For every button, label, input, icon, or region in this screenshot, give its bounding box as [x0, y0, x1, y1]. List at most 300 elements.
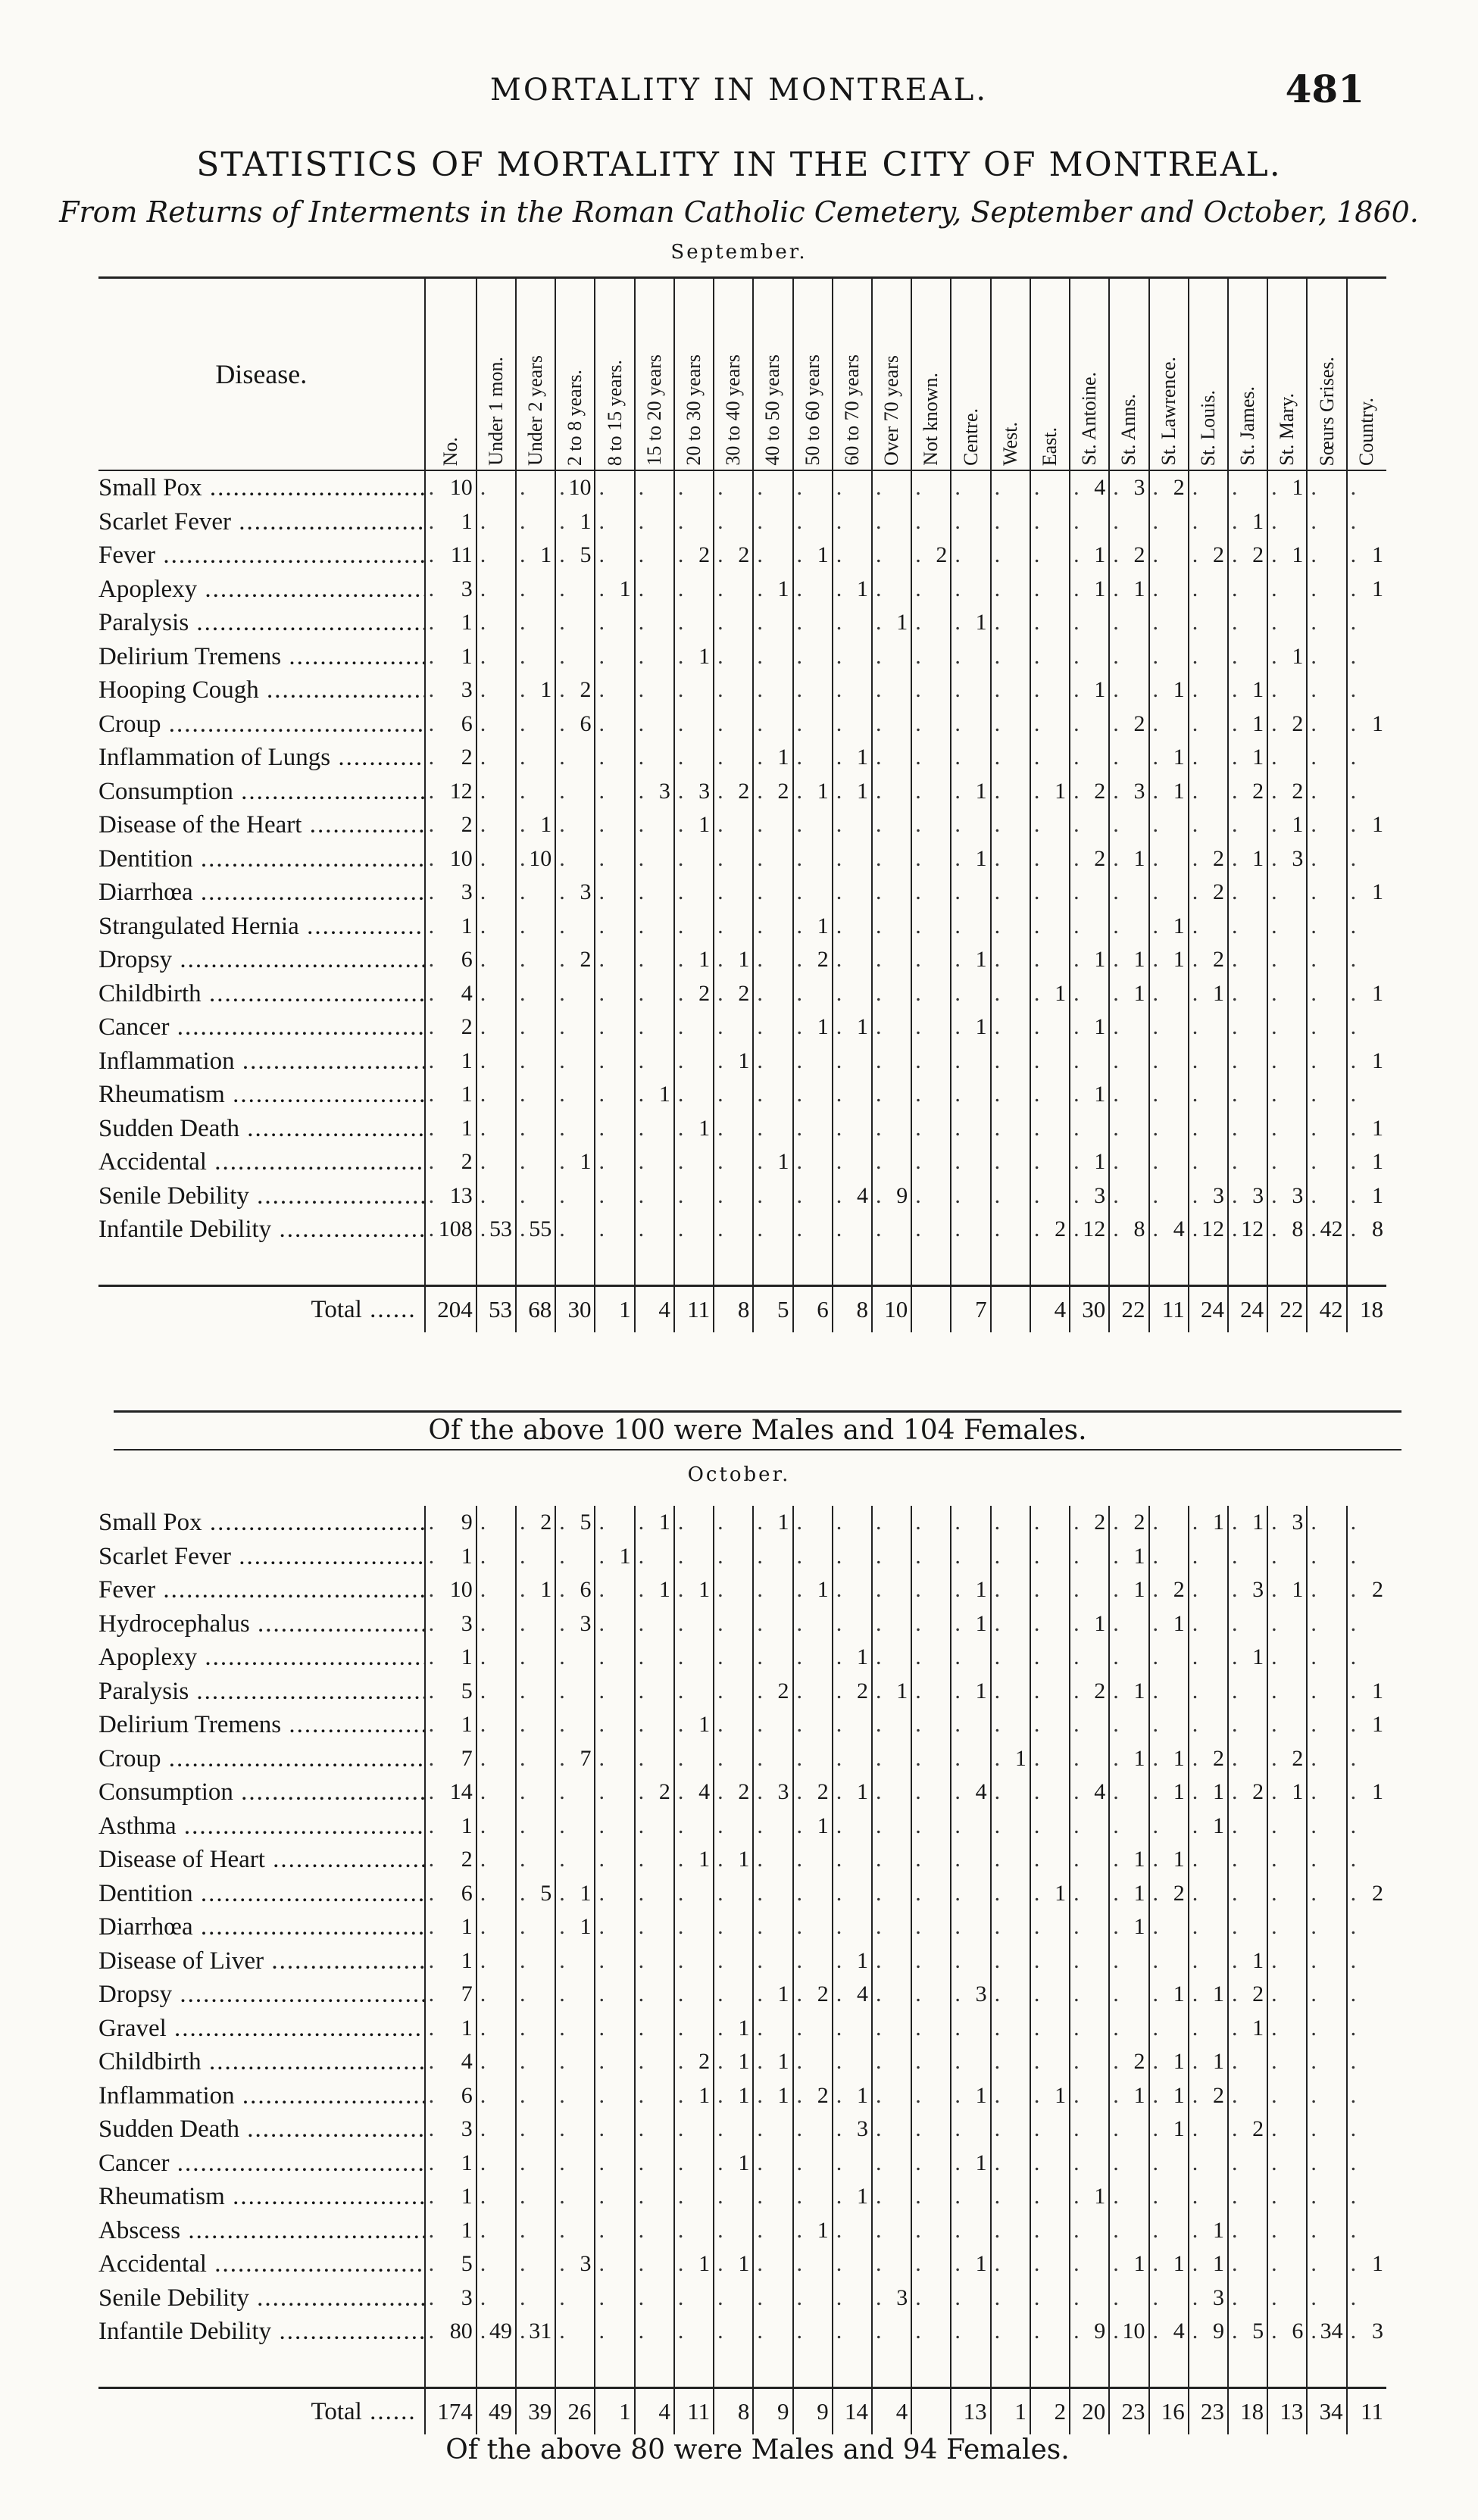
table-cell [1149, 1179, 1189, 1213]
table-cell [555, 640, 595, 674]
table-cell [1267, 1045, 1307, 1079]
table-cell [1149, 1810, 1189, 1844]
table-row [98, 470, 1386, 505]
table-cell [1070, 2147, 1109, 2181]
table-cell: . 4 [1149, 2315, 1189, 2349]
table-cell [911, 943, 951, 977]
table-cell [635, 707, 674, 742]
table-cell [911, 775, 951, 809]
table-cell [1267, 1112, 1307, 1146]
table-cell: . 1 [674, 2247, 714, 2281]
table-cell [1070, 505, 1109, 539]
table-cell: . 5 [425, 2247, 477, 2281]
table-cell [1307, 2079, 1346, 2113]
table-cell [595, 1045, 634, 1079]
table-cell [793, 1045, 833, 1079]
table-cell [991, 640, 1030, 674]
table-cell [951, 876, 990, 910]
table-cell: . 1 [425, 1708, 477, 1742]
table-cell [555, 977, 595, 1011]
table-cell [753, 1607, 792, 1641]
table-cell [674, 1078, 714, 1112]
table-cell [872, 2012, 911, 2046]
table-cell: . 1 [1149, 2045, 1189, 2079]
table-cell [1307, 2112, 1346, 2147]
table-cell [1109, 808, 1148, 842]
table-cell [1030, 2180, 1070, 2214]
september-note: Of the above 100 were Males and 104 Females. [114, 1410, 1401, 1450]
table-row [98, 2247, 1386, 2281]
table-cell [872, 977, 911, 1011]
total-cell: 20 [1070, 2387, 1109, 2434]
table-cell [714, 910, 753, 944]
table-subheading: From Returns of Interments in the Roman Catholic Cemetery, September and October, 1860. [59, 195, 1419, 229]
table-cell: . 34 [1307, 2315, 1346, 2349]
table-cell [793, 1145, 833, 1179]
table-cell: . 1 [1109, 943, 1148, 977]
table-cell [872, 573, 911, 607]
table-cell [477, 943, 516, 977]
table-cell: . 4 [1070, 1775, 1109, 1810]
total-cell: 8 [714, 1285, 753, 1332]
table-cell [714, 1540, 753, 1574]
table-cell [951, 2012, 990, 2046]
spacer-cell [793, 2349, 833, 2388]
table-cell [516, 1641, 555, 1675]
table-cell: . 4 [1070, 470, 1109, 505]
table-cell [714, 1810, 753, 1844]
spacer-cell [1109, 1247, 1148, 1286]
table-row [98, 673, 1386, 707]
disease-name: Croup ..... [98, 707, 425, 742]
total-cell: 13 [1267, 2387, 1307, 2434]
table-cell [753, 2180, 792, 2214]
table-cell [595, 1573, 634, 1607]
table-cell [674, 606, 714, 640]
table-cell [911, 2045, 951, 2079]
total-cell: 24 [1228, 1285, 1267, 1332]
table-cell [1070, 1877, 1109, 1911]
table-cell [1228, 1112, 1267, 1146]
table-cell [1228, 2180, 1267, 2214]
table-cell [1347, 673, 1386, 707]
table-cell [1149, 2214, 1189, 2248]
table-cell [1267, 1978, 1307, 2012]
table-cell [1189, 606, 1228, 640]
table-cell: . 2 [1109, 539, 1148, 573]
spacer-cell [425, 2349, 477, 2388]
spacer-cell [516, 2349, 555, 2388]
table-cell [753, 2112, 792, 2147]
disease-name: Dropsy ..... [98, 943, 425, 977]
table-cell [793, 1641, 833, 1675]
table-cell: . 4 [833, 1978, 872, 2012]
table-cell: . 1 [1109, 1573, 1148, 1607]
table-cell [477, 1675, 516, 1709]
table-cell: . 9 [1070, 2315, 1109, 2349]
table-cell: . 1 [1228, 707, 1267, 742]
table-cell [595, 2012, 634, 2046]
table-cell [1189, 2012, 1228, 2046]
table-cell [555, 1810, 595, 1844]
table-cell [635, 1944, 674, 1978]
table-cell [1347, 943, 1386, 977]
table-cell: . 1 [714, 2012, 753, 2046]
table-row [98, 1573, 1386, 1607]
table-cell [477, 1742, 516, 1776]
table-cell [911, 2281, 951, 2315]
table-cell [911, 470, 951, 505]
table-cell [833, 2281, 872, 2315]
table-cell [635, 2045, 674, 2079]
table-cell [872, 1145, 911, 1179]
table-cell [555, 2045, 595, 2079]
column-header-text: Country. [1355, 397, 1378, 466]
table-cell [951, 1506, 990, 1540]
table-cell [1267, 1078, 1307, 1112]
table-cell [1149, 1708, 1189, 1742]
table-cell [1347, 2214, 1386, 2248]
table-cell [595, 505, 634, 539]
table-cell [1267, 1843, 1307, 1877]
spacer-cell [951, 1247, 990, 1286]
table-cell [793, 1944, 833, 1978]
disease-name: Small Pox ..... [98, 1506, 425, 1540]
table-cell [911, 977, 951, 1011]
table-cell [674, 1675, 714, 1709]
table-cell: . 11 [425, 539, 477, 573]
table-cell [1109, 673, 1148, 707]
total-cell [911, 1285, 951, 1332]
table-cell [1030, 2147, 1070, 2181]
table-cell: . 2 [635, 1775, 674, 1810]
table-cell [1267, 741, 1307, 775]
table-cell [753, 1045, 792, 1079]
table-cell [1149, 606, 1189, 640]
table-cell [991, 2079, 1030, 2113]
total-cell: 18 [1228, 2387, 1267, 2434]
table-cell [753, 673, 792, 707]
table-cell [555, 2180, 595, 2214]
table-row [98, 1010, 1386, 1045]
table-cell: . 1 [1267, 539, 1307, 573]
table-cell: . 1 [674, 2079, 714, 2113]
table-cell: . 1 [951, 1675, 990, 1709]
table-cell [872, 1843, 911, 1877]
table-cell [635, 1641, 674, 1675]
table-cell: . 1 [1149, 775, 1189, 809]
disease-name: Gravel ..... [98, 2012, 425, 2046]
table-cell: . 9 [1189, 2315, 1228, 2349]
table-cell [1109, 2112, 1148, 2147]
table-cell [516, 2180, 555, 2214]
column-header-no [425, 278, 477, 471]
table-cell [516, 910, 555, 944]
table-cell: . 3 [555, 2247, 595, 2281]
table-cell: . 2 [1267, 775, 1307, 809]
table-cell [1228, 977, 1267, 1011]
table-cell [595, 1843, 634, 1877]
table-cell [595, 1641, 634, 1675]
table-cell [516, 943, 555, 977]
table-cell [911, 910, 951, 944]
spacer-cell [872, 1247, 911, 1286]
table-cell [911, 2214, 951, 2248]
total-cell: 8 [833, 1285, 872, 1332]
table-cell [1030, 741, 1070, 775]
table-cell [911, 1675, 951, 1709]
table-cell [872, 1742, 911, 1776]
table-cell: . 10 [555, 470, 595, 505]
table-cell [1149, 876, 1189, 910]
table-cell [1030, 1978, 1070, 2012]
table-cell [872, 2112, 911, 2147]
table-cell: . 1 [1030, 1877, 1070, 1911]
total-cell: 30 [1070, 1285, 1109, 1332]
table-cell: . 6 [425, 943, 477, 977]
table-cell [872, 640, 911, 674]
table-cell: . 1 [1109, 1540, 1148, 1574]
table-cell [1149, 1641, 1189, 1675]
table-cell [1189, 2147, 1228, 2181]
disease-name: Strangulated Hernia ..... [98, 910, 425, 944]
total-cell: 49 [477, 2387, 516, 2434]
table-cell [1070, 707, 1109, 742]
total-cell: 16 [1149, 2387, 1189, 2434]
table-cell [635, 1045, 674, 1079]
table-cell [1347, 470, 1386, 505]
table-cell [1228, 640, 1267, 674]
disease-name: Abscess ..... [98, 2214, 425, 2248]
table-cell [635, 808, 674, 842]
table-cell: . 1 [872, 1675, 911, 1709]
table-cell [991, 1910, 1030, 1944]
table-cell [1189, 1843, 1228, 1877]
table-cell: . 1 [991, 1742, 1030, 1776]
table-cell: . 3 [951, 1978, 990, 2012]
table-cell [872, 707, 911, 742]
total-cell: 2 [1030, 2387, 1070, 2434]
table-cell [635, 470, 674, 505]
table-cell [833, 1145, 872, 1179]
table-cell [1189, 573, 1228, 607]
table-cell: . 1 [1149, 1607, 1189, 1641]
table-cell [872, 539, 911, 573]
table-cell [793, 1843, 833, 1877]
table-cell [1030, 2247, 1070, 2281]
table-cell [753, 1641, 792, 1675]
table-cell [516, 606, 555, 640]
table-cell [1228, 1742, 1267, 1776]
table-cell [911, 1607, 951, 1641]
table-cell [833, 943, 872, 977]
table-cell: . 3 [1189, 1179, 1228, 1213]
table-cell: . 1 [1267, 1775, 1307, 1810]
table-cell [477, 1775, 516, 1810]
table-cell: . 1 [793, 539, 833, 573]
table-cell [595, 842, 634, 876]
table-cell [951, 1179, 990, 1213]
table-cell [793, 1708, 833, 1742]
table-cell [1030, 2214, 1070, 2248]
table-cell [516, 977, 555, 1011]
table-cell: . 1 [635, 1506, 674, 1540]
table-cell [1347, 1810, 1386, 1844]
spacer-cell [477, 2349, 516, 2388]
table-cell [1307, 842, 1346, 876]
disease-name: Consumption ..... [98, 1775, 425, 1810]
spacer-cell [1307, 2349, 1346, 2388]
table-cell [1307, 1910, 1346, 1944]
table-cell [1030, 1179, 1070, 1213]
table-cell [911, 1843, 951, 1877]
table-cell: . 12 [1070, 1213, 1109, 1247]
table-cell [753, 1708, 792, 1742]
table-cell [674, 505, 714, 539]
table-cell [555, 1010, 595, 1045]
table-cell [991, 1607, 1030, 1641]
table-cell [714, 1506, 753, 1540]
table-cell [477, 1506, 516, 1540]
table-cell [1030, 470, 1070, 505]
table-cell [1267, 2045, 1307, 2079]
table-cell [516, 1742, 555, 1776]
table-cell [911, 1910, 951, 1944]
total-cell: 53 [477, 1285, 516, 1332]
table-cell: . 2 [425, 741, 477, 775]
table-cell [793, 977, 833, 1011]
table-cell [833, 640, 872, 674]
table-cell [1347, 1978, 1386, 2012]
table-cell [555, 1213, 595, 1247]
column-header [516, 278, 555, 471]
table-cell [1109, 1145, 1148, 1179]
table-cell [595, 2180, 634, 2214]
table-cell [674, 842, 714, 876]
column-header-text: 40 to 50 years [761, 354, 784, 466]
table-cell: . 12 [1228, 1213, 1267, 1247]
table-cell [991, 1506, 1030, 1540]
table-row [98, 1877, 1386, 1911]
table-cell [833, 505, 872, 539]
table-cell [991, 2045, 1030, 2079]
table-row [98, 539, 1386, 573]
table-cell: . 1 [1189, 2045, 1228, 2079]
table-cell [674, 2180, 714, 2214]
table-cell [1149, 977, 1189, 1011]
table-cell [991, 2281, 1030, 2315]
table-cell [951, 2180, 990, 2214]
table-cell [991, 673, 1030, 707]
table-cell: . 2 [1189, 539, 1228, 573]
spacer-cell [555, 1247, 595, 1286]
table-cell: . 1 [1149, 741, 1189, 775]
table-cell [753, 1573, 792, 1607]
table-cell: . 1 [793, 1810, 833, 1844]
table-cell [674, 1978, 714, 2012]
table-cell [595, 775, 634, 809]
disease-name: Inflammation of Lungs ..... [98, 741, 425, 775]
table-cell [1189, 1145, 1228, 1179]
table-cell [595, 539, 634, 573]
table-cell: . 2 [425, 1145, 477, 1179]
table-cell [1267, 1010, 1307, 1045]
table-cell [1070, 1112, 1109, 1146]
disease-name: Rheumatism ..... [98, 2180, 425, 2214]
table-cell [1228, 1810, 1267, 1844]
spacer-cell [833, 1247, 872, 1286]
table-cell [1307, 1045, 1346, 1079]
table-cell [753, 1010, 792, 1045]
table-cell [635, 1179, 674, 1213]
table-cell: . 1 [1109, 1843, 1148, 1877]
table-cell [1307, 2247, 1346, 2281]
table-row [98, 1607, 1386, 1641]
table-cell: . 1 [714, 1045, 753, 1079]
table-cell: . 2 [1228, 2112, 1267, 2147]
column-header-text: St. Mary. [1276, 393, 1298, 466]
table-row [98, 2214, 1386, 2248]
table-cell: . 3 [833, 2112, 872, 2147]
table-cell [753, 1078, 792, 1112]
table-row [98, 1708, 1386, 1742]
table-cell [872, 1010, 911, 1045]
total-cell: 1 [595, 1285, 634, 1332]
table-cell: . 2 [1149, 1573, 1189, 1607]
table-cell: . 1 [425, 606, 477, 640]
disease-name: Dropsy ..... [98, 1978, 425, 2012]
table-cell [911, 1877, 951, 1911]
table-cell [1030, 943, 1070, 977]
total-cell: 4 [635, 2387, 674, 2434]
table-cell [1189, 640, 1228, 674]
table-cell: . 2 [833, 1675, 872, 1709]
table-cell [793, 573, 833, 607]
table-cell: . 3 [1070, 1179, 1109, 1213]
table-cell [1149, 2012, 1189, 2046]
table-cell [516, 1675, 555, 1709]
table-cell: . 1 [833, 2180, 872, 2214]
table-cell [674, 2112, 714, 2147]
total-cell: 5 [753, 1285, 792, 1332]
table-cell [714, 1675, 753, 1709]
table-cell [793, 2315, 833, 2349]
table-cell: . 1 [425, 1045, 477, 1079]
table-cell [1149, 842, 1189, 876]
total-cell: 26 [555, 2387, 595, 2434]
disease-name: Hydrocephalus ..... [98, 1607, 425, 1641]
table-cell [1267, 2079, 1307, 2113]
table-cell: . 10 [1109, 2315, 1148, 2349]
table-cell [1030, 2315, 1070, 2349]
table-cell [1228, 1910, 1267, 1944]
total-cell: 23 [1109, 2387, 1148, 2434]
table-cell [635, 1978, 674, 2012]
table-cell [555, 1540, 595, 1574]
table-cell [555, 1843, 595, 1877]
table-cell [555, 1641, 595, 1675]
table-cell [635, 606, 674, 640]
spacer-cell [1070, 1247, 1109, 1286]
table-cell: . 1 [1267, 1573, 1307, 1607]
table-cell [555, 2079, 595, 2113]
table-cell: . 3 [753, 1775, 792, 1810]
table-cell [833, 1506, 872, 1540]
table-cell: . 1 [635, 1573, 674, 1607]
total-cell: 6 [793, 1285, 833, 1332]
table-cell [1149, 1540, 1189, 1574]
table-cell [1070, 876, 1109, 910]
